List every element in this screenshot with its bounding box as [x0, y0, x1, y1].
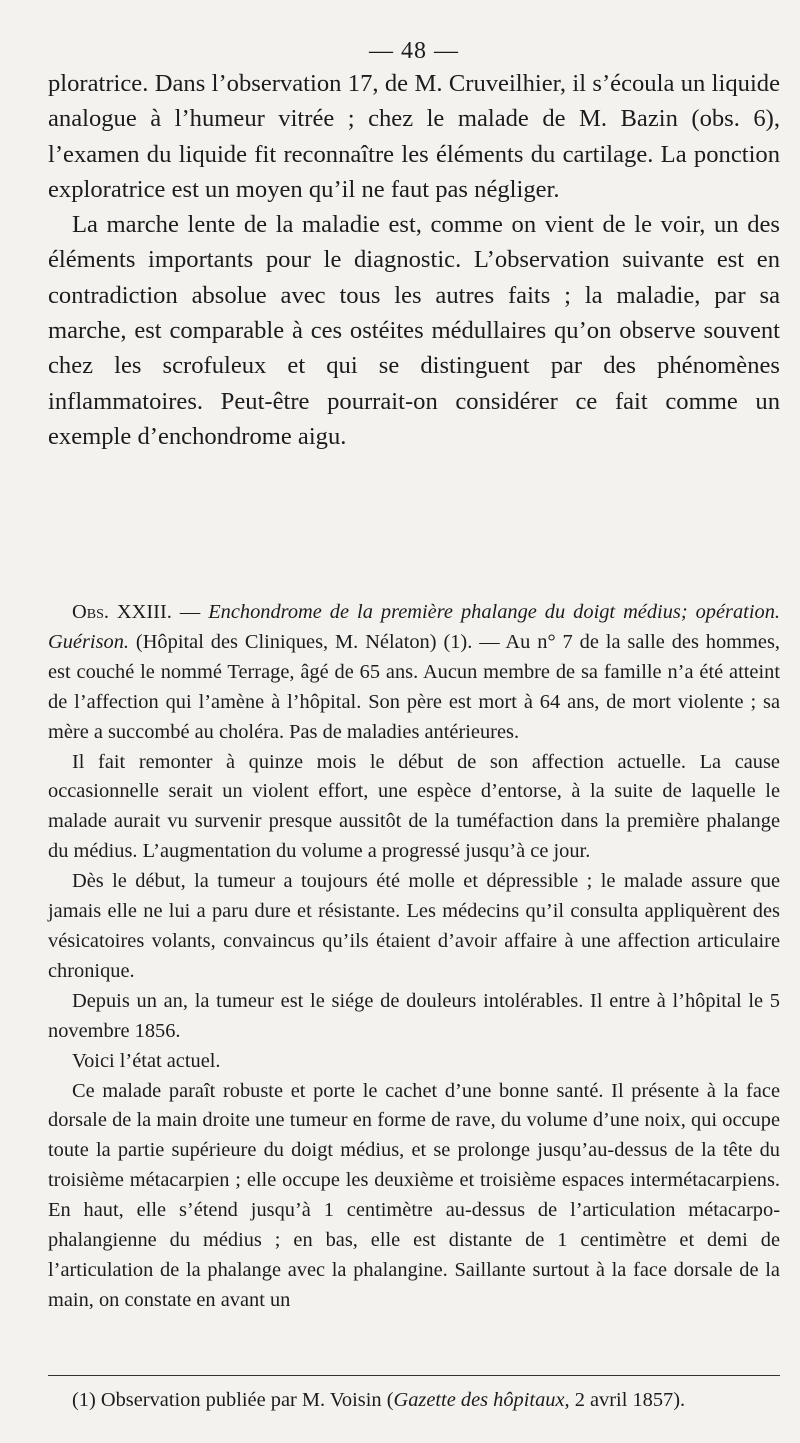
footnote-text-before: (1) Observation publiée par M. Voisin ( [72, 1389, 394, 1411]
page-number: — 48 — [369, 38, 459, 64]
observation-paragraph-2: Il fait remonter à quinze mois le début de son affection actuelle. La cause occasionnelle serait un violent effort, une espèce d’entorse, à la suite de laquelle le malade aurait vu survenir presque aussitôt de la tuméfaction dans la première phalange du médius. L’augmentation du volume a progressé jusqu’à ce jour. [48, 750, 780, 863]
observation-heading-paragraph [48, 598, 780, 748]
observation-title: Enchondrome de la première phalange du doigt médius; opération. Guérison. [48, 601, 780, 653]
observation-paragraph-5: Voici l’état actuel. [72, 1049, 221, 1072]
footnote-text-after: , 2 avril 1857). [564, 1389, 686, 1411]
observation-paragraph-4: Depuis un an, la tumeur est le siége de douleurs intolérables. Il entre à l’hôpital le 5 novembre 1856. [48, 989, 780, 1042]
footnote [48, 1386, 780, 1414]
observation-paragraph-3: Dès le début, la tumeur a toujours été molle et dépressible ; le malade assure que jamais elle ne lui a paru dure et résistante. Les médecins qu’il consulta appliquèrent des vésicatoires volants, convaincus qu’ils étaient d’avoir affaire à une affection articulaire chronique. [48, 870, 780, 982]
paragraph-1: ploratrice. Dans l’observation 17, de M. Cruveilhier, il s’écoula un liquide analogue à l’humeur vitrée ; chez le malade de M. Bazin (obs. 6), l’examen du liquide fit reconnaître les éléments du cartilage. La ponction exploratrice est un moyen qu’il ne faut pas négliger. [48, 70, 780, 203]
main-text [48, 66, 780, 454]
observation-dash: — [171, 601, 209, 623]
observation-block [48, 598, 780, 1316]
observation-label: Obs. XXIII. [72, 601, 172, 623]
observation-text: (Hôpital des Cliniques, M. Nélaton) (1). — Au n° 7 de la salle des hommes, est couché le nommé Terrage, âgé de 65 ans. Aucun membre de sa famille n’a été atteint de l’affection qui l’amène à l’hôpital. Son père est mort à 64 ans, de mort violente ; sa mère a succombé au choléra. Pas de maladies antérieures. [48, 630, 780, 743]
observation-paragraph-6: Ce malade paraît robuste et porte le cachet d’une bonne santé. Il présente à la face dorsale de la main droite une tumeur en forme de rave, du volume d’une noix, qui occupe toute la partie supérieure du doigt médius, et se prolonge jusqu’au-dessus de la tête du troisième métacarpien ; elle occupe les deuxième et troisième espaces intermétacarpiens. En haut, elle s’étend jusqu’à 1 centimètre au-dessus de l’articulation métacarpo-phalangienne du médius ; en bas, elle est distante de 1 centimètre et demi de l’articulation de la phalange avec la phalangine. Saillante surtout à la face dorsale de la main, on constate en avant un [48, 1079, 780, 1311]
footnote-divider [48, 1375, 780, 1376]
footnote-journal: Gazette des hôpitaux [393, 1389, 565, 1411]
paragraph-2: La marche lente de la maladie est, comme on vient de le voir, un des éléments importants pour le diagnostic. L’observation suivante est en contradiction absolue avec tous les autres faits ; la maladie, par sa marche, est comparable à ces ostéites médullaires qu’on observe souvent chez les scrofuleux et qui se distinguent par des phénomènes inflammatoires. Peut-être pourrait-on considérer ce fait comme un exemple d’enchondrome aigu. [48, 211, 780, 450]
